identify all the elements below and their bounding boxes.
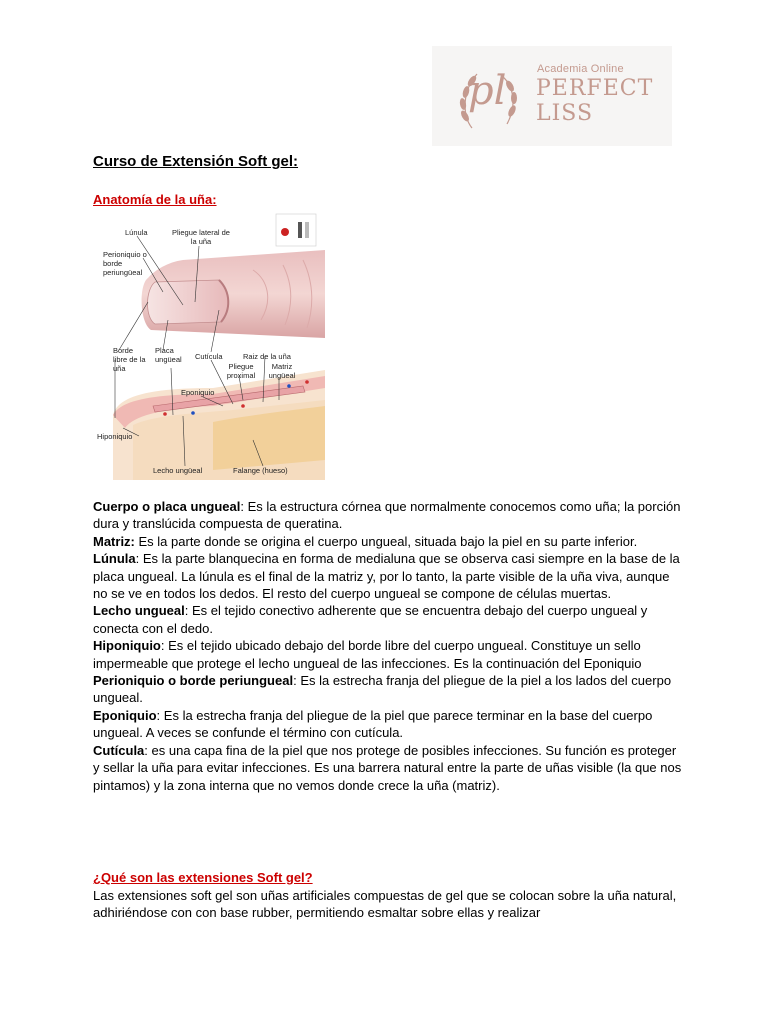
definition-term: Matriz: xyxy=(93,533,135,549)
label-pliegue-proximal: Pliegue proximal xyxy=(226,362,256,380)
definition-text: Es el tejido ubicado debajo del borde libre del cuerpo ungueal. Constituye un sello impermeable que protege el lecho ungueal de las infecciones. Es la continuación del Eponiquio xyxy=(93,638,642,671)
definition-text: Es la estrecha franja del pliegue de la piel que parece terminar en la base del cuerpo ungueal. A veces se confunde el término con cutícula. xyxy=(93,707,653,741)
definition-term: Cuerpo o placa ungueal xyxy=(93,499,241,514)
document-title: Curso de Extensión Soft gel: xyxy=(93,153,299,170)
definition-item: Hiponiquio: Es el tejido ubicado debajo del borde libre del cuerpo ungueal. Constituye un sello impermeable que protege el lecho ungueal de las infecciones. Es la continuación del Eponiquio xyxy=(93,638,642,671)
section-heading-softgel: ¿Qué son las extensiones Soft gel? xyxy=(93,870,313,885)
label-raiz: Raiz de la uña xyxy=(243,352,291,361)
definition-term: Perioniquio o borde periungueal xyxy=(93,673,294,689)
label-eponiquio: Eponiquio xyxy=(181,388,215,397)
definition-text: Es el tejido conectivo adherente que se encuentra debajo del cuerpo ungueal y conecta con el dedo. xyxy=(93,603,648,636)
definition-item: Lúnula: Es la parte blanquecina en forma de medialuna que se observa casi siempre en la base de la placa ungueal. La lúnula es el final de la matriz y, por lo tanto, la parte visible de la uña viva, aunque no se ve en todos los dedos. El resto del cuerpo ungueal se compone de células muertas. xyxy=(93,551,680,602)
definition-item: Lecho ungueal: Es el tejido conectivo adherente que se encuentra debajo del cuerpo ungueal y conecta con el dedo. xyxy=(93,603,648,636)
definition-item: Eponiquio: Es la estrecha franja del pliegue de la piel que parece terminar en la base del cuerpo ungueal. A veces se confunde el término con cutícula. xyxy=(93,707,653,741)
definition-text: Es la parte donde se origina el cuerpo ungueal, situada bajo la piel en su parte inferior. xyxy=(138,533,638,549)
label-placa: Placa ungüeal xyxy=(155,346,182,364)
definition-text: es una capa fina de la piel que nos protege de posibles infecciones. Su función es proteger y sellar la uña para evitar infecciones. Es una barrera natural entre la parte de uñas visible (la que nos pintamos) y la zona interna que no vemos donde crece la uña (matriz). xyxy=(93,742,682,793)
label-lunula: Lúnula xyxy=(125,228,148,237)
label-perioniquio: Perioniquio o borde periungüeal xyxy=(103,250,147,277)
definition-item: Cutícula: es una capa fina de la piel que nos protege de posibles infecciones. Su función es proteger y sellar la uña para evitar infecciones. Es una barrera natural entre la parte de uñas visible (la que nos pintamos) y la zona interna que no vemos donde crece la uña (matriz). xyxy=(93,742,682,793)
definition-term: Hiponiquio xyxy=(93,638,161,654)
definition-term: Lúnula xyxy=(93,551,136,567)
definition-term: Cutícula xyxy=(93,742,145,758)
definition-term: Eponiquio xyxy=(93,707,157,723)
label-lecho: Lecho ungüeal xyxy=(153,466,203,475)
label-pliegue-lateral: Pliegue lateral de la uña xyxy=(172,228,230,246)
logo-subtitle: Academia Online xyxy=(537,63,624,75)
logo-name-line1: PERFECT xyxy=(536,76,654,101)
nail-anatomy-figure xyxy=(93,210,325,480)
label-matriz: Matriz ungüeal xyxy=(268,362,296,380)
definition-item xyxy=(93,533,683,550)
section-heading-anatomy: Anatomía de la uña: xyxy=(93,192,217,207)
logo-name-line2: LISS xyxy=(536,101,594,126)
softgel-paragraph: Las extensiones soft gel son uñas artificiales compuestas de gel que se colocan sobre la uña natural, adhiriéndose con con base rubber, permitiendo esmaltar sobre ellas y realizar xyxy=(93,888,677,921)
logo-monogram: pl xyxy=(468,68,507,114)
label-falange: Falange (hueso) xyxy=(233,466,288,475)
label-hiponiquio: Hiponiquio xyxy=(97,432,133,441)
definition-term: Lecho ungueal xyxy=(93,603,185,619)
definitions-list xyxy=(93,498,683,794)
label-borde-libre: Borde libre de la uña xyxy=(113,346,146,373)
academy-logo xyxy=(432,46,672,146)
definition-item: Perioniquio o borde periungueal: Es la estrecha franja del pliegue de la piel a los lados del cuerpo ungueal. xyxy=(93,673,672,706)
definition-text: Es la parte blanquecina en forma de medialuna que se observa casi siempre en la base de la placa ungueal. La lúnula es el final de la matriz y, por lo tanto, la parte visible de la uña viva, aunque no se ve en todos los dedos. El resto del cuerpo ungueal se compone de células muertas. xyxy=(93,551,680,602)
definition-item: Cuerpo o placa ungueal: Es la estructura córnea que normalmente conocemos como uña; la porción dura y translúcida compuesta de queratina. xyxy=(93,499,681,532)
label-cuticula: Cutícula xyxy=(195,352,223,361)
definition-text: Es la estrecha franja del pliegue de la piel a los lados del cuerpo ungueal. xyxy=(93,673,672,706)
definition-text: Es la estructura córnea que normalmente conocemos como uña; la porción dura y translúcida compuesta de queratina. xyxy=(93,499,681,532)
